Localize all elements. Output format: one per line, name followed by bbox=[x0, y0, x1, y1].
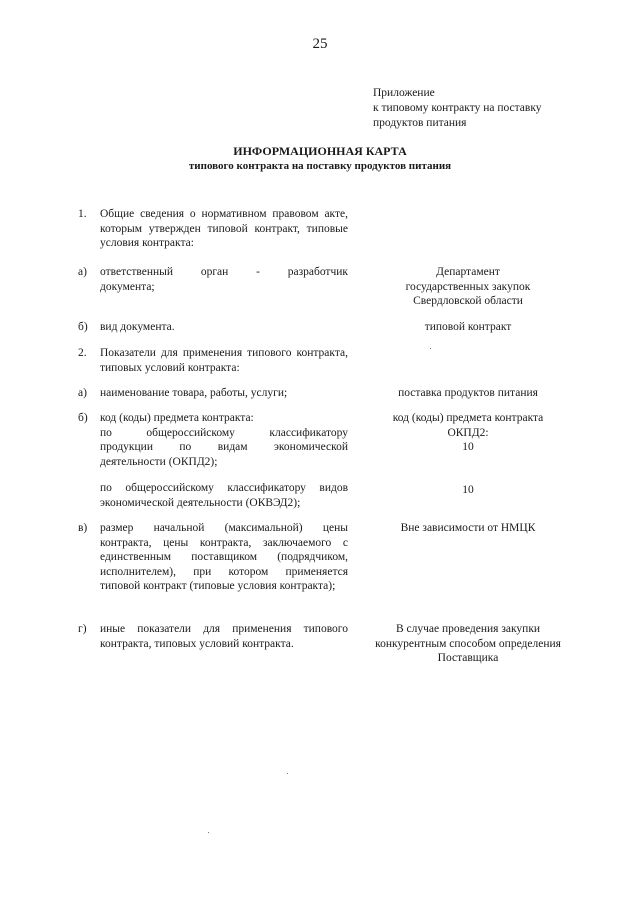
word: по bbox=[100, 426, 112, 439]
scan-speck bbox=[430, 348, 431, 349]
item-text: Показатели для применения типового контракта, типовых условий контракта: bbox=[100, 347, 348, 374]
word: классификатору bbox=[269, 426, 348, 439]
item-number: б) bbox=[78, 321, 88, 333]
title-main: ИНФОРМАЦИОННАЯ КАРТА bbox=[233, 144, 407, 158]
value-line: государственных закупок bbox=[405, 280, 531, 293]
value-line: Свердловской области bbox=[413, 295, 523, 307]
scan-speck bbox=[208, 832, 209, 833]
value-line: ОКПД2: bbox=[447, 426, 489, 439]
word: ответственный bbox=[100, 266, 174, 278]
appendix-line: продуктов питания bbox=[373, 117, 467, 129]
item-value: типовой контракт bbox=[424, 321, 512, 333]
document-title bbox=[0, 144, 640, 174]
item-value bbox=[358, 622, 578, 666]
word: экономической bbox=[273, 441, 348, 453]
appendix-note bbox=[373, 86, 542, 131]
item-value bbox=[358, 411, 578, 455]
item-text bbox=[100, 265, 348, 294]
item-value: поставка продуктов питания bbox=[398, 387, 538, 399]
word: по bbox=[179, 441, 192, 453]
word: общероссийскому bbox=[146, 426, 235, 439]
item-text: наименование товара, работы, услуги; bbox=[100, 387, 288, 399]
item-number: а) bbox=[78, 266, 87, 278]
item-number: б) bbox=[78, 412, 88, 424]
item-text: иные показатели для применения типового контракта, типовых условий контракта. bbox=[100, 623, 348, 650]
word: продукции bbox=[100, 441, 153, 453]
value-line: код (коды) предмета контракта bbox=[392, 412, 544, 424]
item-text: размер начальной (максимальной) цены контракта, цены контракта, заключаемого с единственным поставщиком (подрядчиком, исполнителем), при котором применяется типовой контракт (типовые условия контракта); bbox=[100, 522, 348, 592]
item-text-line: документа; bbox=[100, 280, 155, 293]
item-text: вид документа. bbox=[100, 321, 175, 333]
item-value: 10 bbox=[462, 484, 474, 496]
appendix-line: Приложение bbox=[373, 87, 435, 99]
item-text bbox=[100, 411, 348, 469]
item-text-line: деятельности (ОКПД2); bbox=[100, 455, 218, 468]
value-line: 10 bbox=[462, 441, 474, 453]
item-number: в) bbox=[78, 522, 88, 534]
word: разработчик bbox=[287, 266, 348, 278]
word: видам bbox=[217, 441, 248, 453]
word: орган bbox=[200, 266, 229, 278]
item-number: г) bbox=[78, 623, 87, 635]
word: - bbox=[256, 266, 260, 278]
scan-speck bbox=[287, 773, 288, 774]
item-number: 1. bbox=[78, 208, 87, 220]
item-text: по общероссийскому классификатору видов экономической деятельности (ОКВЭД2); bbox=[100, 482, 348, 509]
value-line: В случае проведения закупки bbox=[395, 623, 541, 635]
value-line: Департамент bbox=[436, 266, 500, 278]
appendix-line: к типовому контракту на поставку bbox=[373, 102, 542, 114]
item-text: Общие сведения о нормативном правовом акте, которым утвержден типовой контракт, типовые условия контракта: bbox=[100, 208, 348, 249]
item-value: Вне зависимости от НМЦК bbox=[400, 522, 536, 534]
value-line: конкурентным способом определения bbox=[375, 637, 561, 650]
item-number: а) bbox=[78, 387, 87, 399]
item-number: 2. bbox=[78, 347, 87, 359]
value-line: Поставщика bbox=[437, 652, 499, 664]
title-subtitle: типового контракта на поставку продуктов питания bbox=[188, 160, 452, 172]
item-value bbox=[358, 265, 578, 309]
item-text-line: код (коды) предмета контракта: bbox=[100, 412, 254, 424]
page-number: 25 bbox=[312, 36, 328, 52]
